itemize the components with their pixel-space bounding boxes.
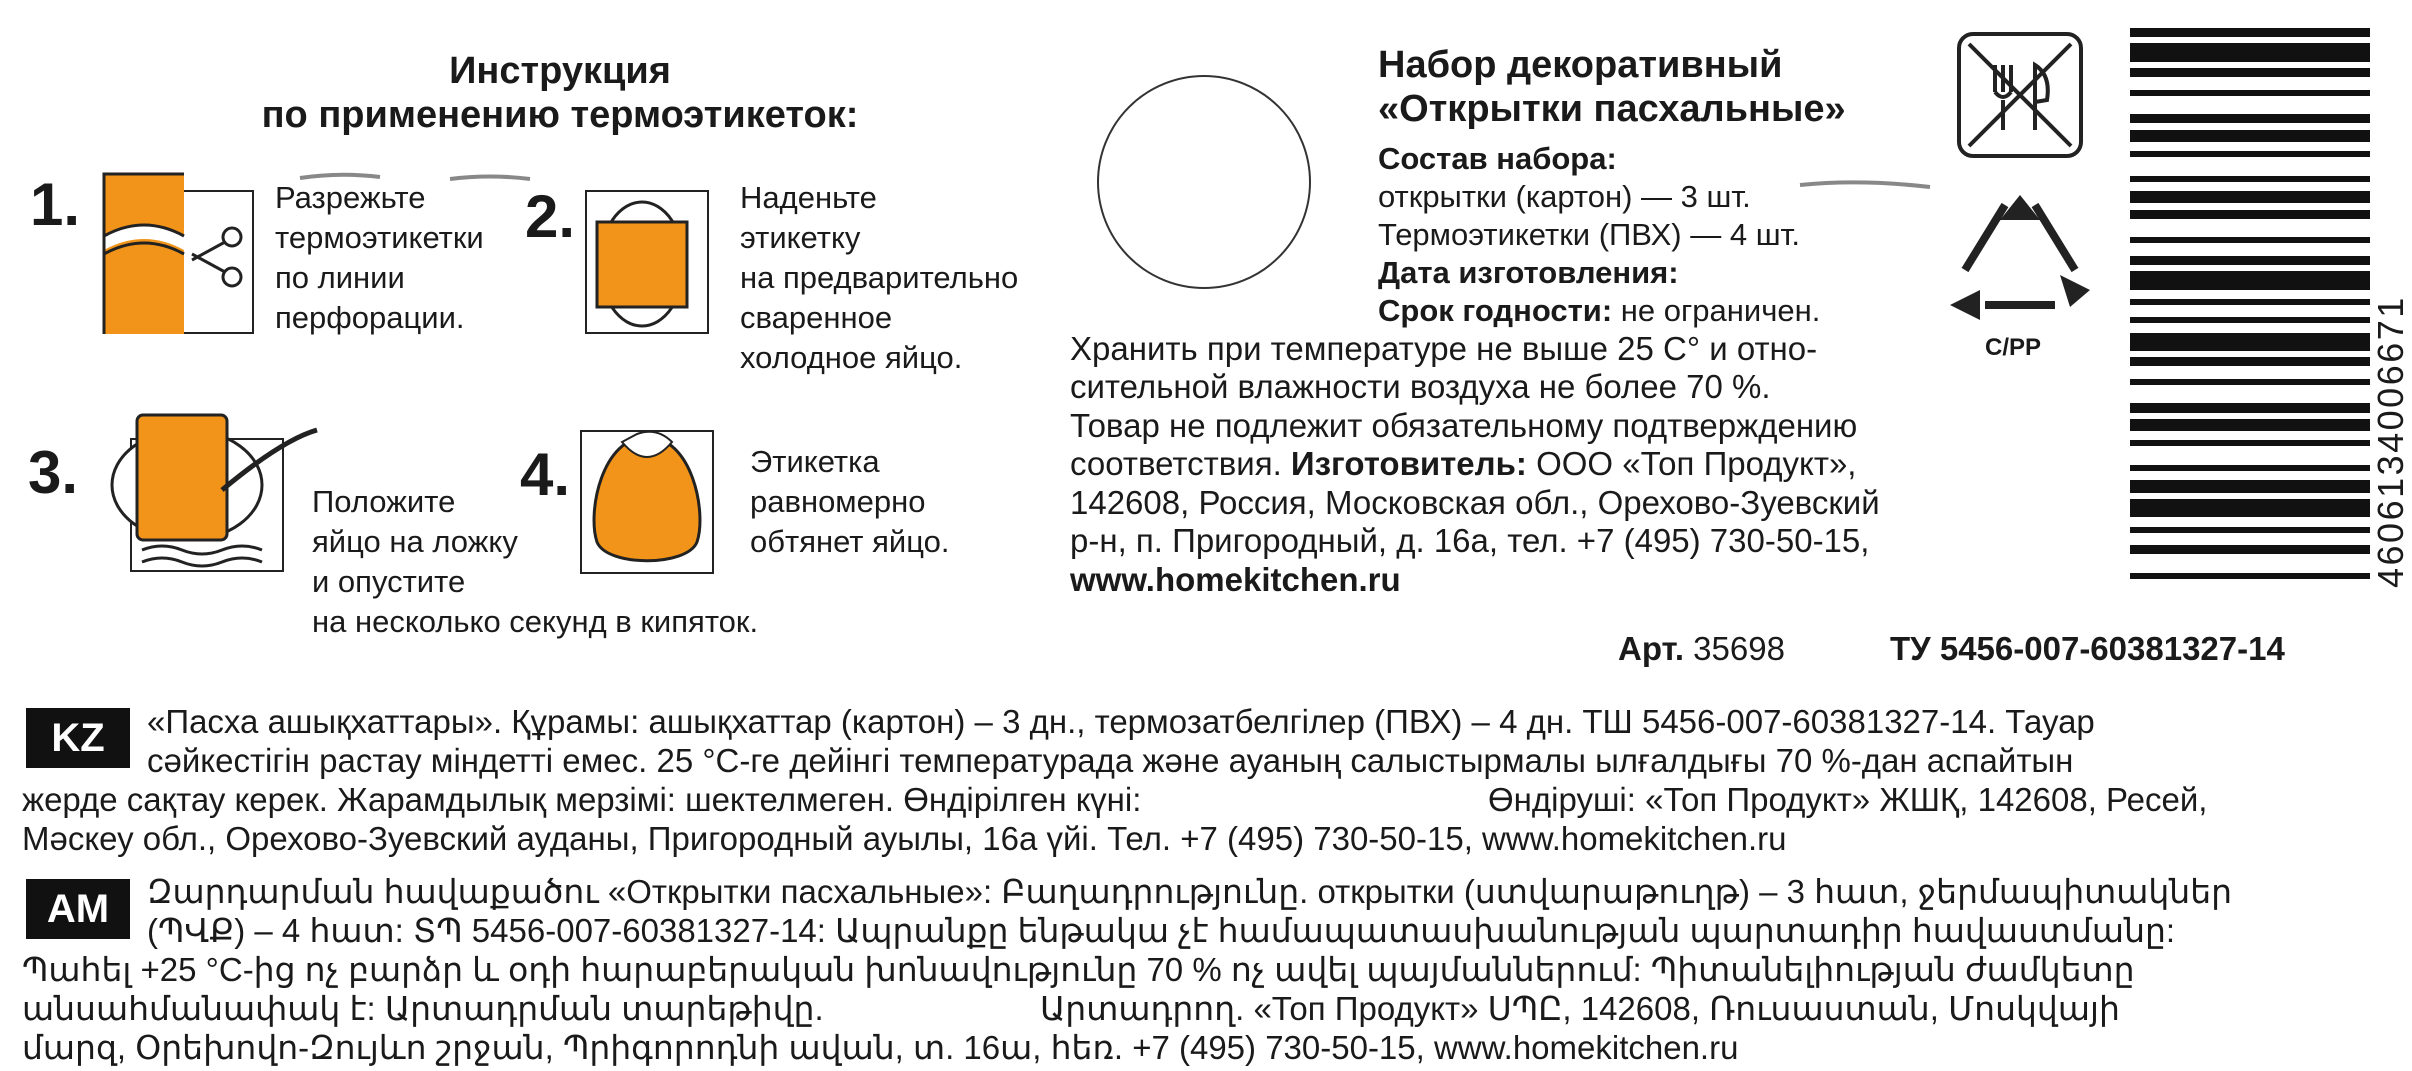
kz-badge: KZ	[26, 708, 130, 768]
barcode-bar	[2130, 299, 2370, 305]
manufacture-date-label: Дата изготовления:	[1378, 255, 1679, 290]
shelf-life-label: Срок годности:	[1378, 293, 1613, 328]
barcode-bar	[2130, 210, 2370, 219]
egg-on-spoon-icon	[92, 410, 322, 580]
barcode-bar	[2130, 480, 2370, 492]
barcode-bar	[2130, 333, 2370, 352]
step-3-number: 3.	[28, 439, 79, 506]
labeled-egg-icon	[582, 432, 712, 572]
storage-line-1: Хранить при температуре не выше 25 С° и отно-	[1070, 330, 1818, 367]
am-line-4a: անսահմանափակ է: Արտադրման տարեթիվը.	[22, 990, 824, 1027]
step-4-text: Этикетка равномерно обтянет яйцо.	[750, 444, 950, 559]
step-2-illustration	[585, 190, 709, 334]
step-1-text: Разрежьте термоэтикетки по линии перфорации.	[275, 180, 484, 335]
manufacturer-label: Изготовитель:	[1290, 445, 1527, 482]
recycle-icon	[1945, 195, 2095, 330]
step-4-illustration	[580, 430, 714, 574]
instructions-title-2: по применению термоэтикеток:	[261, 94, 859, 136]
recycle-label: C/PP	[1985, 334, 2042, 361]
am-line-5: մարզ, Օրեխովո-Զույևո շրջան, Պրիգորոդնի ավան, տ. 16ա, հեռ. +7 (495) 730-50-15, www.homekitchen.ru	[22, 1029, 1739, 1066]
barcode-bar	[2130, 317, 2370, 323]
kz-line-2: сәйкестігін растау міндетті емес. 25 °С-ге дейінгі температурада және ауаның салыстырмалы ылғалдығы 70 %-дан аспайтын	[147, 742, 2074, 779]
composition-item-1: открытки (картон) — 3 шт.	[1378, 179, 1751, 214]
storage-line-2: сительной влажности воздуха не более 70 %.	[1070, 368, 1771, 405]
kz-line-1: «Пасха ашықхаттары». Құрамы: ашықхаттар (картон) – 3 дн., термозатбелгілер (ПВХ) – 4 дн. ТШ 5456-007-60381327-14. Тауар	[147, 703, 2095, 740]
composition-label: Состав набора:	[1378, 141, 1617, 176]
composition-item-2: Термоэтикетки (ПВХ) — 4 шт.	[1378, 217, 1800, 252]
barcode-bar	[2130, 465, 2370, 471]
step-2-text: Наденьте этикетку на предварительно сваренное холодное яйцо.	[740, 180, 1019, 375]
article-value: 35698	[1683, 630, 1785, 667]
cert-line-1: Товар не подлежит обязательному подтверждению	[1070, 407, 1858, 444]
address-line-1: 142608, Россия, Московская обл., Орехово-Зуевский	[1070, 484, 1880, 521]
step-4-number: 4.	[520, 441, 571, 508]
article-label: Арт.	[1618, 630, 1684, 667]
barcode-bar	[2130, 379, 2370, 385]
kz-line-3a: жерде сақтау керек. Жарамдылық мерзімі: шектелмеген. Өндірілген күні:	[22, 781, 1142, 818]
website: www.homekitchen.ru	[1070, 561, 1401, 598]
step-1-illustration	[110, 190, 254, 334]
barcode-bar	[2130, 43, 2370, 62]
barcode-bar	[2130, 114, 2370, 123]
cert-line-2-pre: соответствия.	[1070, 445, 1291, 482]
shelf-life-value: не ограничен.	[1612, 293, 1821, 328]
staple-mark-right	[1800, 178, 1930, 190]
scissors-icon	[192, 222, 252, 292]
barcode-bar	[2130, 440, 2370, 446]
product-title-2: «Открытки пасхальные»	[1378, 88, 1846, 130]
barcode-bar	[2130, 256, 2370, 265]
am-line-1: Զարդարման հավաքածու «Открытки пасхальные»: Բաղադրությունը. открытки (ստվարաթուղթ) – 3 հատ, ջերմապիտակներ	[147, 873, 2233, 910]
am-line-3: Պահել +25 °С-ից ոչ բարձր և օդի հարաբերական խոնավությունը 70 % ոչ ավել պայմաններում: Պիտանելիության ժամկետը	[22, 951, 2135, 988]
shelf-life	[1378, 292, 1820, 330]
barcode-bar	[2130, 90, 2370, 96]
barcode-bar	[2130, 237, 2370, 243]
barcode-bar	[2130, 176, 2370, 182]
step-2-number: 2.	[525, 183, 576, 250]
barcode-bar	[2130, 191, 2370, 203]
product-title-1: Набор декоративный	[1378, 44, 1783, 86]
kz-line-3b: Өндіруші: «Топ Продукт» ЖШҚ, 142608, Ресей,	[1488, 781, 2208, 818]
barcode-digits: 4606134006671	[2370, 295, 2411, 588]
am-line-4b: Արտադրող. «Топ Продукт» ՍՊԸ, 142608, Ռուսաստան, Մոսկվայի	[1040, 990, 2120, 1027]
barcode-bar	[2130, 357, 2370, 366]
barcode-bar	[2130, 68, 2370, 77]
article	[1618, 630, 1785, 668]
instructions-title-1: Инструкция	[449, 50, 671, 92]
step-1-number: 1.	[30, 171, 81, 238]
not-for-food-icon	[1955, 30, 2085, 160]
kz-line-4: Мәскеу обл., Орехово-Зуевский ауданы, Пригородный ауылы, 16а үйі. Тел. +7 (495) 730-50-15, www.homekitchen.ru	[22, 820, 1787, 857]
am-badge: AM	[26, 879, 130, 939]
tech-spec: ТУ 5456-007-60381327-14	[1890, 630, 2285, 667]
barcode-bar	[2130, 151, 2370, 157]
address-line-2: р-н, п. Пригородный, д. 16а, тел. +7 (495) 730-50-15,	[1070, 522, 1870, 559]
step-3-illustration	[130, 438, 284, 572]
cert-line-2	[1070, 445, 1856, 484]
manufacturer-value: ООО «Топ Продукт»,	[1526, 445, 1857, 482]
step-3-text: Положите яйцо на ложку и опустите на несколько секунд в кипяток.	[312, 484, 759, 639]
egg-with-label-icon	[587, 192, 707, 332]
barcode-bar	[2130, 573, 2370, 579]
barcode-bar	[2130, 271, 2370, 290]
barcode-bar	[2130, 403, 2370, 412]
barcode-bar	[2130, 545, 2370, 554]
am-line-2: (ՊՎՔ) – 4 հատ: ՏՊ 5456-007-60381327-14: Ապրանքը ենթակա չէ համապատասխանության պարտադիր հավաստմանը:	[147, 912, 2176, 949]
barcode-bar	[2130, 419, 2370, 431]
window-cutout-circle	[1097, 75, 1311, 289]
barcode-bar	[2130, 499, 2370, 518]
barcode-bar	[2130, 130, 2370, 142]
barcode-bar	[2130, 28, 2370, 37]
barcode	[2130, 28, 2370, 588]
barcode-bar	[2130, 527, 2370, 533]
